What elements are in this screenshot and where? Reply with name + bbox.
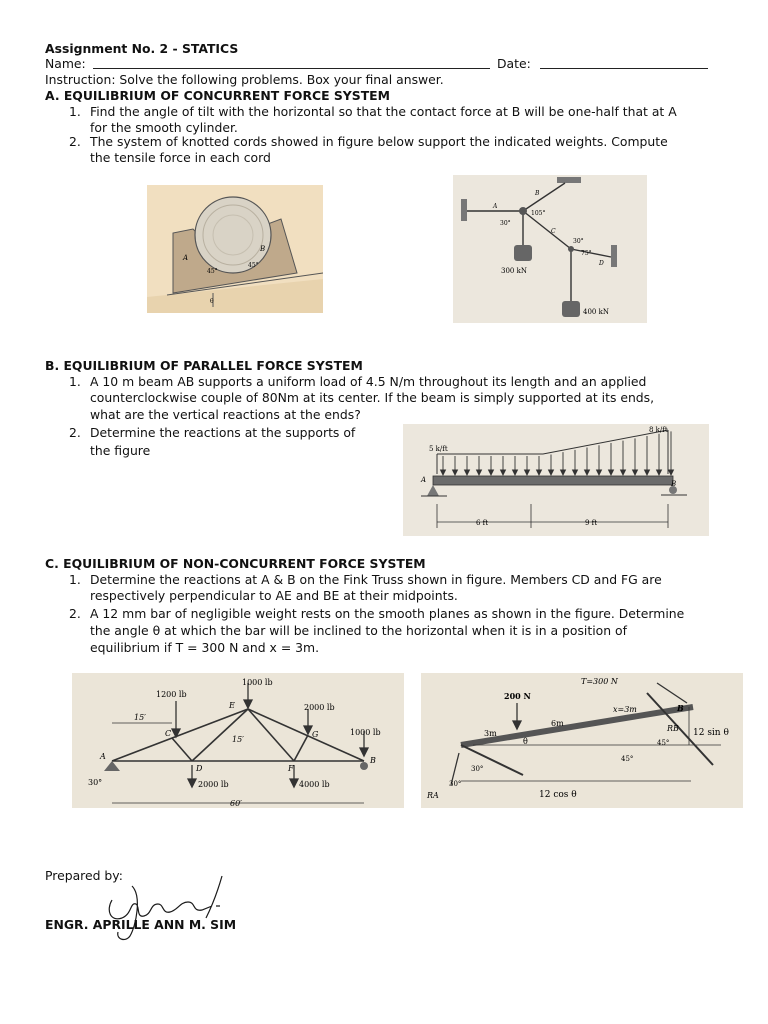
weight-label: 300 kN bbox=[501, 267, 527, 275]
load-label: 2000 lb bbox=[304, 703, 335, 712]
load-label: 1000 lb bbox=[242, 678, 273, 687]
width-label: 12 cos θ bbox=[539, 790, 577, 800]
item-number: 2. bbox=[69, 134, 81, 149]
span-label: 60′ bbox=[230, 799, 242, 808]
problem-text: equilibrium if T = 300 N and x = 3m. bbox=[90, 640, 320, 655]
angle-label: 75° bbox=[581, 250, 592, 257]
load-label: 1000 lb bbox=[350, 728, 381, 737]
joint-f-label: F bbox=[288, 764, 294, 773]
item-number: 1. bbox=[69, 374, 81, 389]
problem-text: Find the angle of tilt with the horizontal so that the contact force at B will be one-half that at A bbox=[90, 104, 677, 119]
angle-label: 45° bbox=[248, 262, 259, 269]
item-number: 1. bbox=[69, 104, 81, 119]
item-number: 2. bbox=[69, 606, 81, 621]
load-label-left: 5 k/ft bbox=[429, 445, 448, 453]
problem-text: Determine the reactions at A & B on the Fink Truss shown in figure. Members CD and FG are bbox=[90, 572, 662, 587]
angle-label: 30° bbox=[573, 238, 584, 245]
joint-c-label: C bbox=[165, 729, 172, 738]
section-b-heading: B. EQUILIBRIUM OF PARALLEL FORCE SYSTEM bbox=[45, 358, 363, 373]
angle-label: 30° bbox=[88, 778, 103, 787]
x-label: x=3m bbox=[613, 705, 637, 714]
weight-label: 400 kN bbox=[583, 308, 609, 316]
cord-d-label: D bbox=[599, 260, 604, 267]
load-label: 4000 lb bbox=[299, 780, 330, 789]
problem-text: counterclockwise couple of 80Nm at its center. If the beam is simply supported at its ends, bbox=[90, 390, 655, 405]
load-label: 2000 lb bbox=[198, 780, 229, 789]
date-field[interactable] bbox=[540, 57, 708, 69]
rb-label: RB bbox=[667, 724, 679, 733]
item-number: 1. bbox=[69, 572, 81, 587]
support-a-label: A bbox=[421, 476, 427, 484]
joint-d-label: D bbox=[196, 764, 203, 773]
dimension-label: 15′ bbox=[134, 713, 146, 722]
joint-a-label: A bbox=[100, 752, 106, 761]
force-label: 200 N bbox=[504, 691, 531, 701]
span-label: 9 ft bbox=[585, 519, 598, 527]
signature-mark bbox=[92, 866, 242, 946]
prepared-by-label: Prepared by: bbox=[45, 868, 123, 883]
date-label: Date: bbox=[497, 56, 531, 71]
assignment-title: Assignment No. 2 - STATICS bbox=[45, 41, 239, 56]
inclined-bar-figure bbox=[421, 673, 743, 808]
item-number: 2. bbox=[69, 425, 81, 440]
name-label: Name: bbox=[45, 56, 86, 71]
knotted-cords-figure bbox=[453, 175, 647, 323]
problem-text: for the smooth cylinder. bbox=[90, 120, 238, 135]
problem-text: Determine the reactions at the supports of bbox=[90, 425, 356, 440]
theta-label: θ bbox=[523, 737, 528, 746]
angle-label: 30° bbox=[471, 765, 484, 773]
height-label: 12 sin θ bbox=[693, 728, 729, 738]
beam-figure bbox=[403, 424, 709, 536]
problem-text: The system of knotted cords showed in figure below support the indicated weights. Compute bbox=[90, 134, 668, 149]
ra-label: RA bbox=[427, 791, 439, 800]
problem-text: what are the vertical reactions at the ends? bbox=[90, 407, 361, 422]
problem-text: the tensile force in each cord bbox=[90, 150, 271, 165]
cord-c-label: C bbox=[551, 228, 556, 235]
joint-e-label: E bbox=[229, 701, 235, 710]
theta-label: θ bbox=[210, 298, 214, 305]
point-a-label: A bbox=[183, 254, 189, 262]
problem-text: the angle θ at which the bar will be inclined to the horizontal when it is in a position of bbox=[90, 623, 627, 638]
support-b-label: B bbox=[671, 480, 677, 488]
problem-text: A 10 m beam AB supports a uniform load of 4.5 N/m throughout its length and an applied bbox=[90, 374, 647, 389]
instruction-text: Instruction: Solve the following problems. Box your final answer. bbox=[45, 72, 444, 87]
angle-label: 45° bbox=[207, 268, 218, 275]
tension-label: T=300 N bbox=[581, 677, 618, 686]
dimension-label: 15′ bbox=[232, 735, 244, 744]
problem-text: the figure bbox=[90, 443, 151, 458]
length-label: 3m bbox=[484, 729, 497, 738]
cylinder-figure bbox=[147, 185, 323, 313]
section-a-heading: A. EQUILIBRIUM OF CONCURRENT FORCE SYSTEM bbox=[45, 88, 390, 103]
span-label: 6 ft bbox=[476, 519, 489, 527]
fink-truss-figure bbox=[72, 673, 404, 808]
section-c-heading: C. EQUILIBRIUM OF NON-CONCURRENT FORCE SYSTEM bbox=[45, 556, 426, 571]
problem-text: A 12 mm bar of negligible weight rests on the smooth planes as shown in the figure. Determine bbox=[90, 606, 685, 621]
angle-label: 30° bbox=[449, 780, 462, 788]
cord-b-label: B bbox=[535, 190, 540, 197]
joint-g-label: G bbox=[312, 730, 319, 739]
name-field[interactable] bbox=[93, 57, 490, 69]
point-b-label: B bbox=[677, 703, 684, 713]
cord-a-label: A bbox=[493, 203, 498, 210]
point-b-label: B bbox=[260, 245, 266, 253]
angle-label: 45° bbox=[657, 739, 670, 747]
angle-label: 105° bbox=[531, 210, 546, 217]
angle-label: 30° bbox=[500, 220, 511, 227]
length-label: 6m bbox=[551, 719, 564, 728]
load-label: 1200 lb bbox=[156, 690, 187, 699]
signatory-name: ENGR. APRILLE ANN M. SIM bbox=[45, 917, 237, 932]
load-label-right: 8 k/ft bbox=[649, 426, 668, 434]
problem-text: respectively perpendicular to AE and BE at their midpoints. bbox=[90, 588, 458, 603]
joint-b-label: B bbox=[370, 756, 376, 765]
angle-label: 45° bbox=[621, 755, 634, 763]
